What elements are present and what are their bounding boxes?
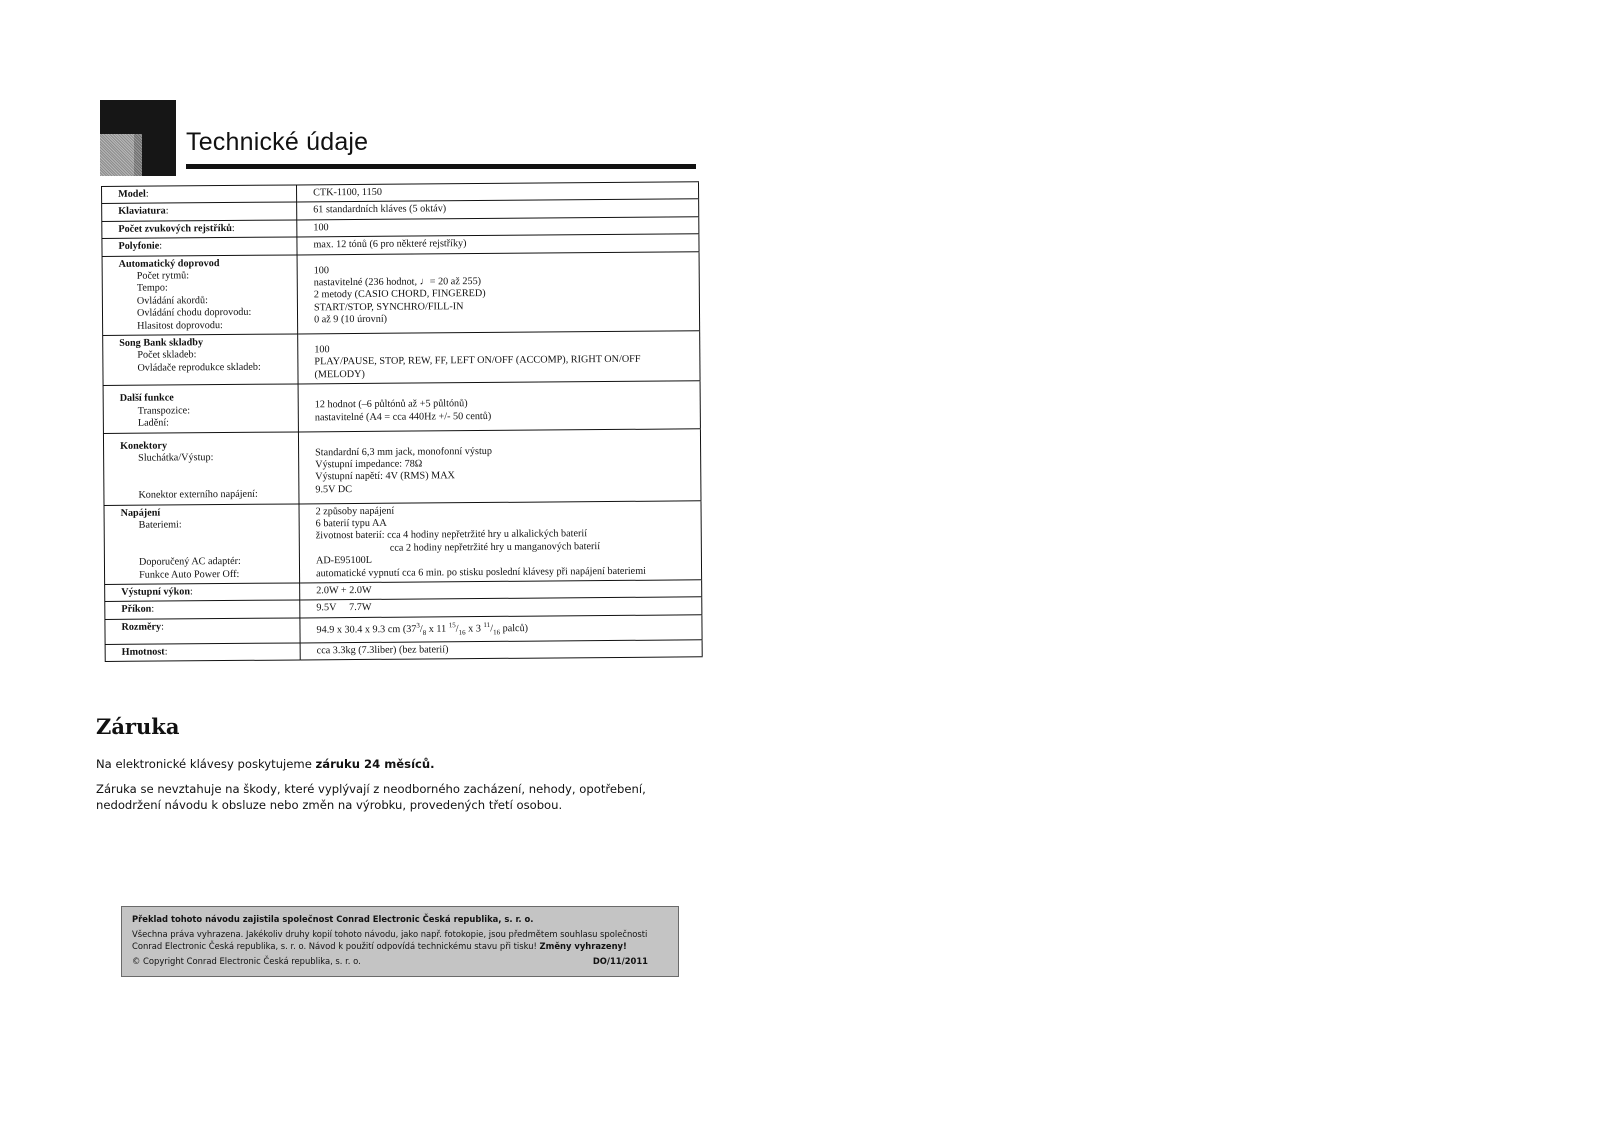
notice-code: DO/11/2011 <box>592 956 648 966</box>
spec-row-keyboard: Klaviatura: 61 standardních kláves (5 oktáv) <box>102 199 699 221</box>
spec-row-song-bank: Song Bank skladby Počet skladeb: Ovládače reprodukce skladeb: 100 PLAY/PAUSE, STOP, REW, FF, LEFT ON/OFF (ACCOMP), RIGHT ON/OFF (MELODY) <box>103 331 700 386</box>
spec-row-other-functions: Další funkce Transpozice: Ladění: 12 hodnot (–6 půltónů až +5 půltónů) nastavitelné (A4 = cca 440Hz +/- 50 centů) <box>103 381 700 433</box>
spec-table-scan <box>101 181 703 662</box>
page-title: Technické údaje <box>186 128 369 156</box>
warranty-heading: Záruka <box>96 714 180 739</box>
spec-row-output: Výstupní výkon: 2.0W + 2.0W <box>105 580 702 602</box>
spec-row-auto-accompaniment: Automatický doprovod Počet rytmů: Tempo: Ovládání akordů: Ovládání chodu doprovodu: Hlasitost doprovodu: 100 nastavitelné (236 hodnot, ♩= 20 až 255) 2 metody (CASIO CHORD, FINGERED) START/STOP, SYNCHRO/FILL-IN 0 až 9 (10 úrovní) <box>102 251 700 335</box>
spec-row-weight: Hmotnost: cca 3.3kg (7.3liber) (bez baterií) <box>105 639 702 661</box>
spec-row-consumption: Příkon: 9.5V 7.7W <box>105 597 702 619</box>
spec-row-power-supply: Napájení Bateriemi: Doporučený AC adaptér: Funkce Auto Power Off: 2 způsoby napájení 6 baterií typu AA životnost baterií: cca 4 hodiny nepřetržité hry u alkalických baterií cca 2 hodiny nepřetržité hry u manganových baterií AD-E95100L automatické vypnutí cca 6 min. po stisku poslední klávesy při napájení bateriemi <box>104 500 702 584</box>
notice-title: Překlad tohoto návodu zajistila společnost Conrad Electronic Česká republika, s. r. o. <box>132 914 534 924</box>
header-decor-halftone <box>100 134 134 176</box>
notice-rights: Všechna práva vyhrazena. Jakékoliv druhy kopií tohoto návodu, jako např. fotokopie, jsou předmětem souhlasu společnosti Conrad Electronic Česká republika, s. r. o. Návod k použití odpovídá technickému stavu při tisku! Změny vyhrazeny! <box>132 929 648 951</box>
page-header <box>100 100 696 175</box>
spec-row-tones: Počet zvukových rejstříků: 100 <box>102 217 699 239</box>
warranty-exclusions: Záruka se nevztahuje na škody, které vyplývají z neodborného zacházení, nehody, opotřebení, nedodržení návodu k obsluze nebo změn na výrobku, provedených třetí osobou. <box>96 782 646 812</box>
spec-row-connectors: Konektory Sluchátka/Výstup: Konektor externího napájení: Standardní 6,3 mm jack, monofonní výstup Výstupní impedance: 78Ω Výstupní napětí: 4V (RMS) MAX 9.5V DC <box>103 428 701 505</box>
dimensions-value: 94.9 x 30.4 x 9.3 cm ($37^3/_8$ x 11 $^{15}/_{16}$ x 3 $^{11}/_{16}$ palců) <box>300 615 702 643</box>
spec-table <box>101 181 703 662</box>
translation-notice-box <box>121 906 679 977</box>
notice-copyright: © Copyright Conrad Electronic Česká republika, s. r. o. <box>132 956 361 966</box>
header-rule <box>186 164 696 169</box>
spec-row-dimensions: Rozměry: 94.9 x 30.4 x 9.3 cm ($37^3/_8$ x 11 $^{15}/_{16}$ x 3 $^{11}/_{16}$ palců) <box>105 615 702 645</box>
spec-row-model: Model: CTK-1100, 1150 <box>102 182 699 204</box>
spec-row-polyphony: Polyfonie: max. 12 tónů (6 pro některé rejstříky) <box>102 234 699 256</box>
warranty-intro: Na elektronické klávesy poskytujeme záruku 24 měsíců. <box>96 757 435 771</box>
header-decor-halftone-edge <box>134 134 142 176</box>
